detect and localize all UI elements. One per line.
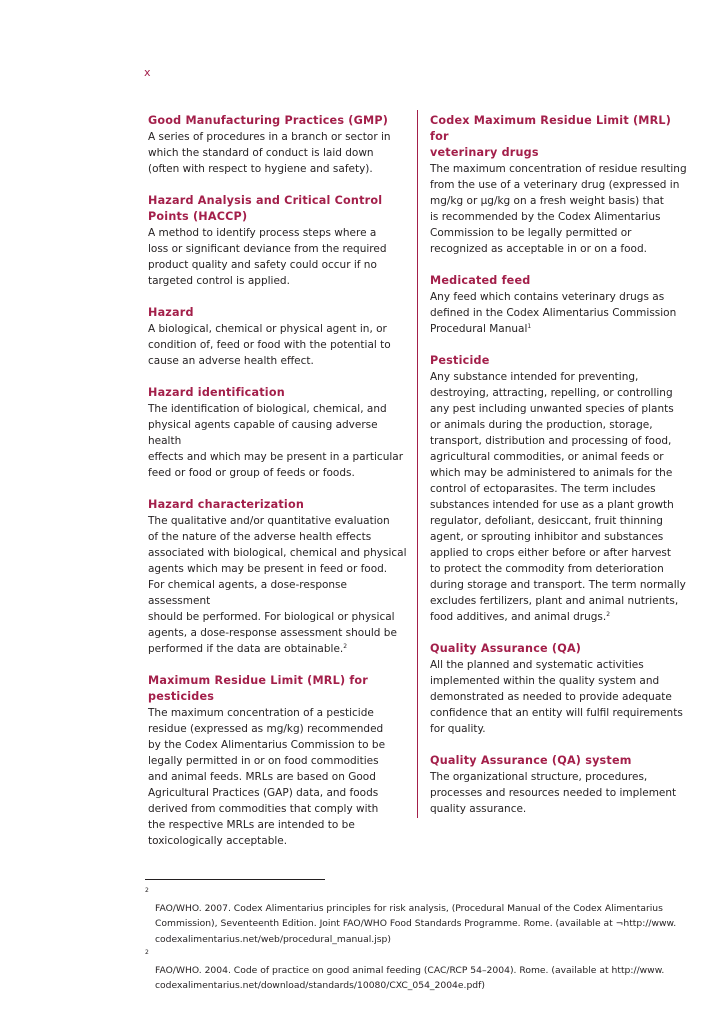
footnote-mark: 2: [145, 887, 149, 894]
term-definition: A series of procedures in a branch or sector in which the standard of conduct is laid down (often with respect to hygiene and safety).: [148, 131, 391, 175]
footnote-mark: 2: [145, 949, 149, 956]
term-definition: The maximum concentration of a pesticide residue (expressed as mg/kg) recommended by the Codex Alimentarius Commission to be legally permitted in or on food commodities and animal feeds. MRLs are based on Good Agricultural Practices (GAP) data, and foods derived from commodities that comply with the respective MRLs are intended to be toxicologically acceptable.: [148, 707, 386, 847]
term-definition: The organizational structure, procedures, processes and resources needed to implement quality assurance.: [430, 771, 677, 815]
term-title: Quality Assurance (QA): [430, 642, 582, 655]
term-title: Quality Assurance (QA) system: [430, 754, 632, 767]
glossary-entry-mrl-pesticides: [148, 673, 408, 849]
term-definition: Any feed which contains veterinary drugs as defined in the Codex Alimentarius Commission Procedural Manual$^1$: [430, 291, 677, 335]
footnote: [145, 885, 705, 947]
term-definition: A biological, chemical or physical agent in, or condition of, feed or food with the potential to cause an adverse health effect.: [148, 323, 391, 367]
term-definition: Any substance intended for preventing, destroying, attracting, repelling, or controlling any pest including unwanted species of plants or animals during the production, storage, transport, distribution and processing of food, agricultural commodities, or animal feeds or which may be administered to animals for the control of ectoparasites. The term includes substances intended for use as a plant growth regulator, defoliant, desiccant, fruit thinning agent, or sprouting inhibitor and substances applied to crops either before or after harvest to protect the commodity from deterioration during storage and transport. The term normally excludes fertilizers, plant and animal nutrients, food additives, and animal drugs.$^2$: [430, 371, 686, 623]
term-definition: The maximum concentration of residue resulting from the use of a veterinary drug (expressed in mg/kg or µg/kg on a fresh weight basis) that is recommended by the Codex Alimentarius Commission to be legally permitted or recognized as acceptable in or on a food.: [430, 163, 687, 255]
term-title: Hazard: [148, 306, 194, 319]
glossary-entry-pesticide: [430, 353, 692, 625]
term-definition: The identification of biological, chemical, and physical agents capable of causing adverse health effects and which may be present in a particular feed or food or group of feeds or foods.: [148, 403, 404, 479]
glossary-entry-gmp: [148, 113, 408, 177]
footnote-text: FAO/WHO. 2004. Code of practice on good animal feeding (CAC/RCP 54–2004). Rome. (available at http://www. codexalimentarius.net/download/standards/10080/CXC_054_2004e.pdf): [155, 964, 665, 991]
glossary-entry-haccp: [148, 193, 408, 289]
footnote: [145, 947, 705, 994]
glossary-entry-hazard: [148, 305, 408, 369]
term-title: Good Manufacturing Practices (GMP): [148, 114, 389, 127]
term-title: Hazard characterization: [148, 498, 305, 511]
term-title: Pesticide: [430, 354, 490, 367]
glossary-entry-medicated-feed: [430, 273, 692, 337]
glossary-entry-codex-mrl-vet-drugs: [430, 113, 692, 257]
column-divider: [417, 110, 418, 818]
term-title: Hazard identification: [148, 386, 285, 399]
footnote-rule: [145, 879, 325, 880]
footnote-ref: 2: [343, 643, 348, 650]
footnote-ref: 1: [527, 323, 532, 330]
term-definition: A method to identify process steps where a loss or significant deviance from the required product quality and safety could occur if no targeted control is applied.: [148, 227, 387, 287]
term-title: Medicated feed: [430, 274, 531, 287]
glossary-right-column: [430, 113, 692, 833]
footnotes: [145, 885, 705, 994]
footnote-ref: 2: [606, 611, 611, 618]
footnote-text: FAO/WHO. 2007. Codex Alimentarius principles for risk analysis, (Procedural Manual of the Codex Alimentarius Commission), Seventeenth Edition. Joint FAO/WHO Food Standards Programme. Rome. (available at ¬http://www. codexalimentarius.net/web/procedural_manual.jsp): [155, 902, 677, 945]
glossary-entry-quality-assurance: [430, 641, 692, 737]
page-number: x: [144, 66, 151, 79]
term-title: Maximum Residue Limit (MRL) for pesticides: [148, 674, 369, 703]
term-definition: All the planned and systematic activities implemented within the quality system and demonstrated as needed to provide adequate confidence that an entity will fulfil requirements for quality.: [430, 659, 683, 735]
glossary-entry-hazard-identification: [148, 385, 408, 481]
term-title: Hazard Analysis and Critical Control Points (HACCP): [148, 194, 383, 223]
glossary-left-column: [148, 113, 408, 865]
glossary-entry-qa-system: [430, 753, 692, 817]
term-definition: The qualitative and/or quantitative evaluation of the nature of the adverse health effects associated with biological, chemical and physical agents which may be present in feed or food. For chemical agents, a dose-response assessment should be performed. For biological or physical agents, a dose-response assessment should be performed if the data are obtainable.$^2$: [148, 515, 407, 655]
term-title: Codex Maximum Residue Limit (MRL) for veterinary drugs: [430, 114, 672, 159]
glossary-entry-hazard-characterization: [148, 497, 408, 657]
